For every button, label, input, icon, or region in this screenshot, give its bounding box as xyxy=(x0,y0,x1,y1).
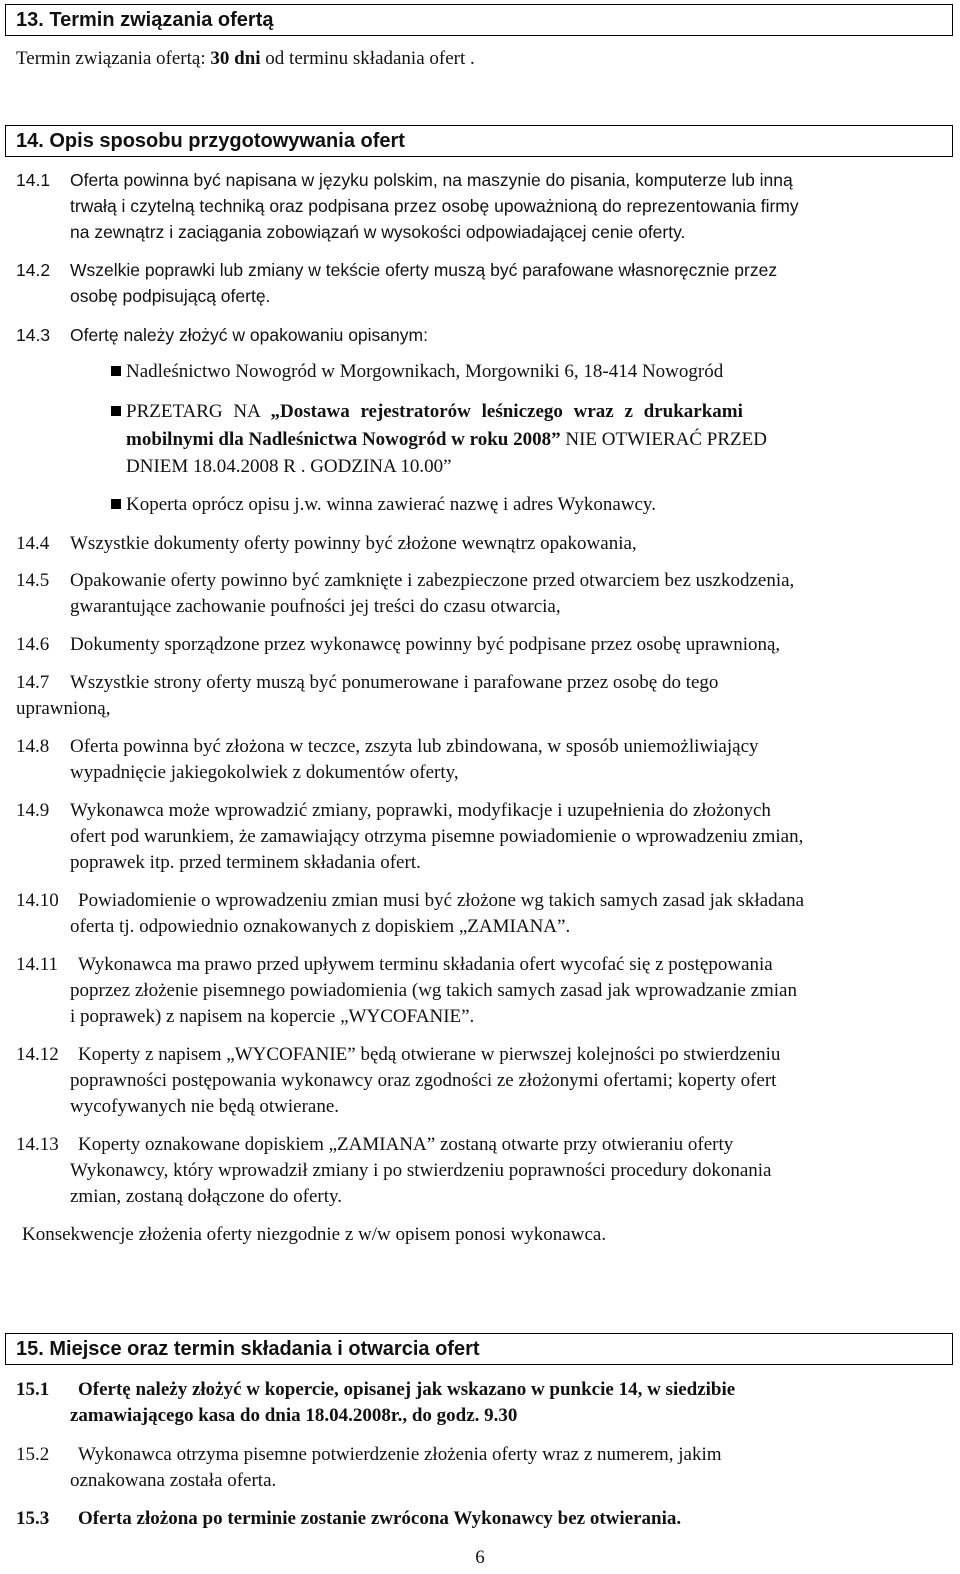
item-14-8-number: 14.8 xyxy=(16,736,50,757)
tender-title-part-1: „Dostawa rejestratorów leśniczego wraz z drukarkami xyxy=(270,401,743,422)
section-13-text xyxy=(16,47,475,71)
item-14-1-line-2: trwałą i czytelną techniką oraz podpisana przez osobę upoważnioną do reprezentowania firmy xyxy=(70,196,799,216)
envelope-tender-line-3: DNIEM 18.04.2008 R . GODZINA 10.00” xyxy=(126,456,452,477)
item-14-13-line-2: Wykonawcy, który wprowadził zmiany i po stwierdzeniu poprawności procedury dokonania xyxy=(70,1160,772,1181)
item-15-2-line-2: oznakowana została oferta. xyxy=(70,1470,277,1491)
item-15-1-line-2 xyxy=(70,1404,517,1428)
tender-title-part-2: mobilnymi dla Nadleśnictwa Nowogród w roku 2008” xyxy=(126,429,561,450)
item-14-7-number: 14.7 xyxy=(16,672,50,693)
item-14-11-line-1: Wykonawca ma prawo przed upływem terminu składania ofert wycofać się z postępowania xyxy=(78,954,773,975)
item-14-2-line-1: Wszelkie poprawki lub zmiany w tekście oferty muszą być parafowane własnoręcznie przez xyxy=(70,260,778,280)
item-15-1-line-1 xyxy=(78,1378,735,1402)
item-14-4-number: 14.4 xyxy=(16,533,50,554)
item-14-6-line-1: Dokumenty sporządzone przez wykonawcę powinny być podpisane przez osobę uprawnioną, xyxy=(70,634,781,655)
bullet-square-icon xyxy=(111,366,121,376)
item-14-11-number: 14.11 xyxy=(16,954,59,975)
item-14-10-line-2: oferta tj. odpowiednio oznakowanych z dopiskiem „ZAMIANA”. xyxy=(70,916,571,937)
item-14-9-line-3: poprawek itp. przed terminem składania ofert. xyxy=(70,852,421,873)
section-14-heading: 14. Opis sposobu przygotowywania ofert xyxy=(5,125,953,157)
consequence-note: Konsekwencje złożenia oferty niezgodnie z w/w opisem ponosi wykonawca. xyxy=(22,1224,607,1245)
item-14-10-number: 14.10 xyxy=(16,890,59,911)
item-14-2-line-2: osobę podpisującą ofertę. xyxy=(70,286,271,306)
item-15-3-line-1-text: Oferta złożona po terminie zostanie zwrócona Wykonawcy bez otwierania. xyxy=(78,1508,682,1529)
item-14-2-number: 14.2 xyxy=(16,260,51,280)
item-14-5-number: 14.5 xyxy=(16,570,50,591)
binding-period-suffix: od terminu składania ofert . xyxy=(260,48,475,69)
page-number: 6 xyxy=(475,1547,485,1568)
item-15-1-line-2-text: zamawiającego kasa do dnia 18.04.2008r., do godz. 9.30 xyxy=(70,1405,518,1426)
item-14-3-number: 14.3 xyxy=(16,325,51,345)
item-14-10-line-1: Powiadomienie o wprowadzeniu zmian musi być złożone wg takich samych zasad jak składana xyxy=(78,890,804,911)
section-15-heading: 15. Miejsce oraz termin składania i otwarcia ofert xyxy=(5,1333,953,1365)
item-14-13-number: 14.13 xyxy=(16,1134,59,1155)
item-14-8-line-2: wypadnięcie jakiegokolwiek z dokumentów oferty, xyxy=(70,762,459,783)
item-14-8-line-1: Oferta powinna być złożona w teczce, zszyta lub zbindowana, w sposób uniemożliwiający xyxy=(70,736,759,757)
envelope-tender-line-1 xyxy=(126,400,743,424)
item-15-2-line-1: Wykonawca otrzyma pisemne potwierdzenie złożenia oferty wraz z numerem, jakim xyxy=(78,1444,722,1465)
bullet-square-icon xyxy=(111,406,121,416)
envelope-contractor-note: Koperta oprócz opisu j.w. winna zawierać nazwę i adres Wykonawcy. xyxy=(126,494,656,515)
item-14-1-line-3: na zewnątrz i zaciągania zobowiązań w wysokości odpowiadającej cenie oferty. xyxy=(70,222,686,242)
item-15-3-number-text: 15.3 xyxy=(16,1508,50,1529)
item-14-9-line-1: Wykonawca może wprowadzić zmiany, poprawki, modyfikacje i uzupełnienia do złożonych xyxy=(70,800,771,821)
envelope-tender-line-2 xyxy=(126,428,767,452)
do-not-open-text: NIE OTWIERAĆ PRZED xyxy=(560,429,767,450)
item-14-13-line-3: zmian, zostaną dołączone do oferty. xyxy=(70,1186,343,1207)
item-14-5-line-2: gwarantujące zachowanie poufności jej treści do czasu otwarcia, xyxy=(70,596,561,617)
item-14-9-number: 14.9 xyxy=(16,800,50,821)
binding-period-prefix: Termin związania ofertą: xyxy=(16,48,211,69)
item-14-12-line-2: poprawności postępowania wykonawcy oraz zgodności ze złożonymi ofertami; koperty ofert xyxy=(70,1070,777,1091)
item-14-12-number: 14.12 xyxy=(16,1044,59,1065)
item-14-11-line-2: poprzez złożenie pisemnego powiadomienia (wg takich samych zasad jak wprowadzanie zmian xyxy=(70,980,797,1001)
item-14-7-line-1: Wszystkie strony oferty muszą być ponumerowane i parafowane przez osobę do tego xyxy=(70,672,719,693)
item-15-3-number xyxy=(16,1507,49,1531)
item-14-13-line-1: Koperty oznakowane dopiskiem „ZAMIANA” zostaną otwarte przy otwieraniu oferty xyxy=(78,1134,734,1155)
item-14-3-line-1: Ofertę należy złożyć w opakowaniu opisanym: xyxy=(70,325,428,345)
item-15-1-number-text: 15.1 xyxy=(16,1379,50,1400)
item-14-4-line-1: Wszystkie dokumenty oferty powinny być złożone wewnątrz opakowania, xyxy=(70,533,637,554)
item-15-2-number: 15.2 xyxy=(16,1444,50,1465)
section-13-heading: 13. Termin związania ofertą xyxy=(5,4,953,36)
item-15-3-line-1 xyxy=(78,1507,681,1531)
item-15-1-number xyxy=(16,1378,49,1402)
item-14-5-line-1: Opakowanie oferty powinno być zamknięte i zabezpieczone przed otwarciem bez uszkodzenia, xyxy=(70,570,795,591)
item-15-1-line-1-text: Ofertę należy złożyć w kopercie, opisanej jak wskazano w punkcie 14, w siedzibie xyxy=(78,1379,736,1400)
item-14-12-line-3: wycofywanych nie będą otwierane. xyxy=(70,1096,340,1117)
item-14-1-line-1: Oferta powinna być napisana w języku polskim, na maszynie do pisania, komputerze lub inną xyxy=(70,170,793,190)
item-14-7-line-2: uprawnioną, xyxy=(16,698,111,719)
item-14-11-line-3: i poprawek) z napisem na kopercie „WYCOFANIE”. xyxy=(70,1006,475,1027)
bullet-square-icon xyxy=(111,499,121,509)
envelope-address: Nadleśnictwo Nowogród w Morgownikach, Morgowniki 6, 18-414 Nowogród xyxy=(126,361,724,382)
item-14-12-line-1: Koperty z napisem „WYCOFANIE” będą otwierane w pierwszej kolejności po stwierdzeniu xyxy=(78,1044,781,1065)
item-14-6-number: 14.6 xyxy=(16,634,50,655)
binding-period-days: 30 dni xyxy=(210,48,261,69)
item-14-9-line-2: ofert pod warunkiem, że zamawiający otrzyma pisemne powiadomienie o wprowadzeniu zmian, xyxy=(70,826,804,847)
tender-prefix: PRZETARG NA xyxy=(126,401,271,422)
item-14-1-number: 14.1 xyxy=(16,170,51,190)
